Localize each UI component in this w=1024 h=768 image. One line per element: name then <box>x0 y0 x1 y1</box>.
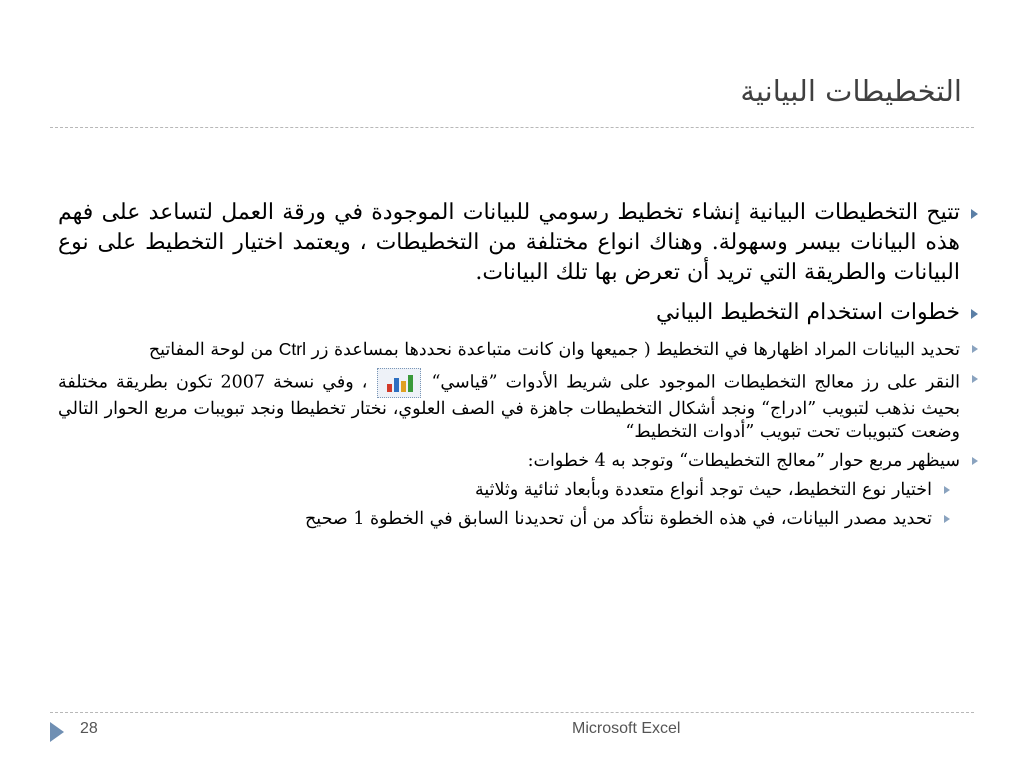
sub-bullet-item <box>58 368 978 444</box>
page-number: 28 <box>80 720 98 737</box>
title-divider <box>50 127 974 128</box>
triangle-right-icon <box>971 309 978 319</box>
footer-divider <box>50 712 974 713</box>
triangle-right-icon <box>972 375 978 383</box>
paragraph-text: خطوات استخدام التخطيط البياني <box>656 300 960 325</box>
sub-sub-bullet-item <box>58 508 950 531</box>
triangle-right-icon <box>972 457 978 465</box>
ctrl-key-label: Ctrl <box>278 339 306 359</box>
bullet-item <box>58 198 978 288</box>
step-text: تحديد مصدر البيانات، في هذه الخطوة نتأكد من أن تحديدنا السابق في الخطوة 1 صحيح <box>305 509 932 529</box>
step-text: النقر على رز معالج التخطيطات الموجود على شريط الأدوات ”قياسي“ <box>431 372 960 393</box>
step-text: اختيار نوع التخطيط، حيث توجد أنواع متعددة وبأبعاد ثنائية وثلاثية <box>474 480 932 500</box>
bullet-item <box>58 298 978 328</box>
sub-sub-bullet-item <box>58 479 950 502</box>
paragraph-text: تتيح التخطيطات البيانية إنشاء تخطيط رسومي للبيانات الموجودة في ورقة العمل لتساعد على فهم هذه البيانات بيسر وسهولة. وهناك انواع مختلفة من التخطيطات ، ويعتمد اختيار التخطيط على نوع البيانات والطريقة التي تريد أن تعرض بها تلك البيانات. <box>58 200 960 285</box>
slide-body <box>58 198 978 531</box>
sub-bullet-item <box>58 450 978 473</box>
step-text: تحديد البيانات المراد اظهارها في التخطيط ( جميعها وان كانت متباعدة نحددها بمساعدة زر <box>311 340 960 360</box>
step-text-continued: ، وفي نسخة 2007 تكون بطريقة مختلفة بحيث نذهب لتبويب ”ادراج“ ونجد أشكال التخطيطات جاهزة في الصف العلوي، نختار تخطيطا ونجد تبويبات مربع الحوار التالي وضعت كتبويبات تحت تبويب ”أدوات التخطيط“ <box>58 372 960 442</box>
step-text: سيظهر مربع حوار ”معالج التخطيطات“ وتوجد به 4 خطوات: <box>527 451 960 471</box>
sub-bullet-item <box>58 338 978 362</box>
triangle-right-icon <box>944 486 950 494</box>
triangle-right-icon <box>972 345 978 353</box>
triangle-right-icon <box>944 515 950 523</box>
triangle-right-icon <box>971 209 978 219</box>
chart-wizard-icon <box>377 368 421 398</box>
footer-label: Microsoft Excel <box>572 720 681 737</box>
slide-title: التخطيطات البيانية <box>740 74 962 108</box>
play-arrow-icon[interactable] <box>50 722 64 742</box>
step-text-tail: من لوحة المفاتيح <box>148 340 274 360</box>
